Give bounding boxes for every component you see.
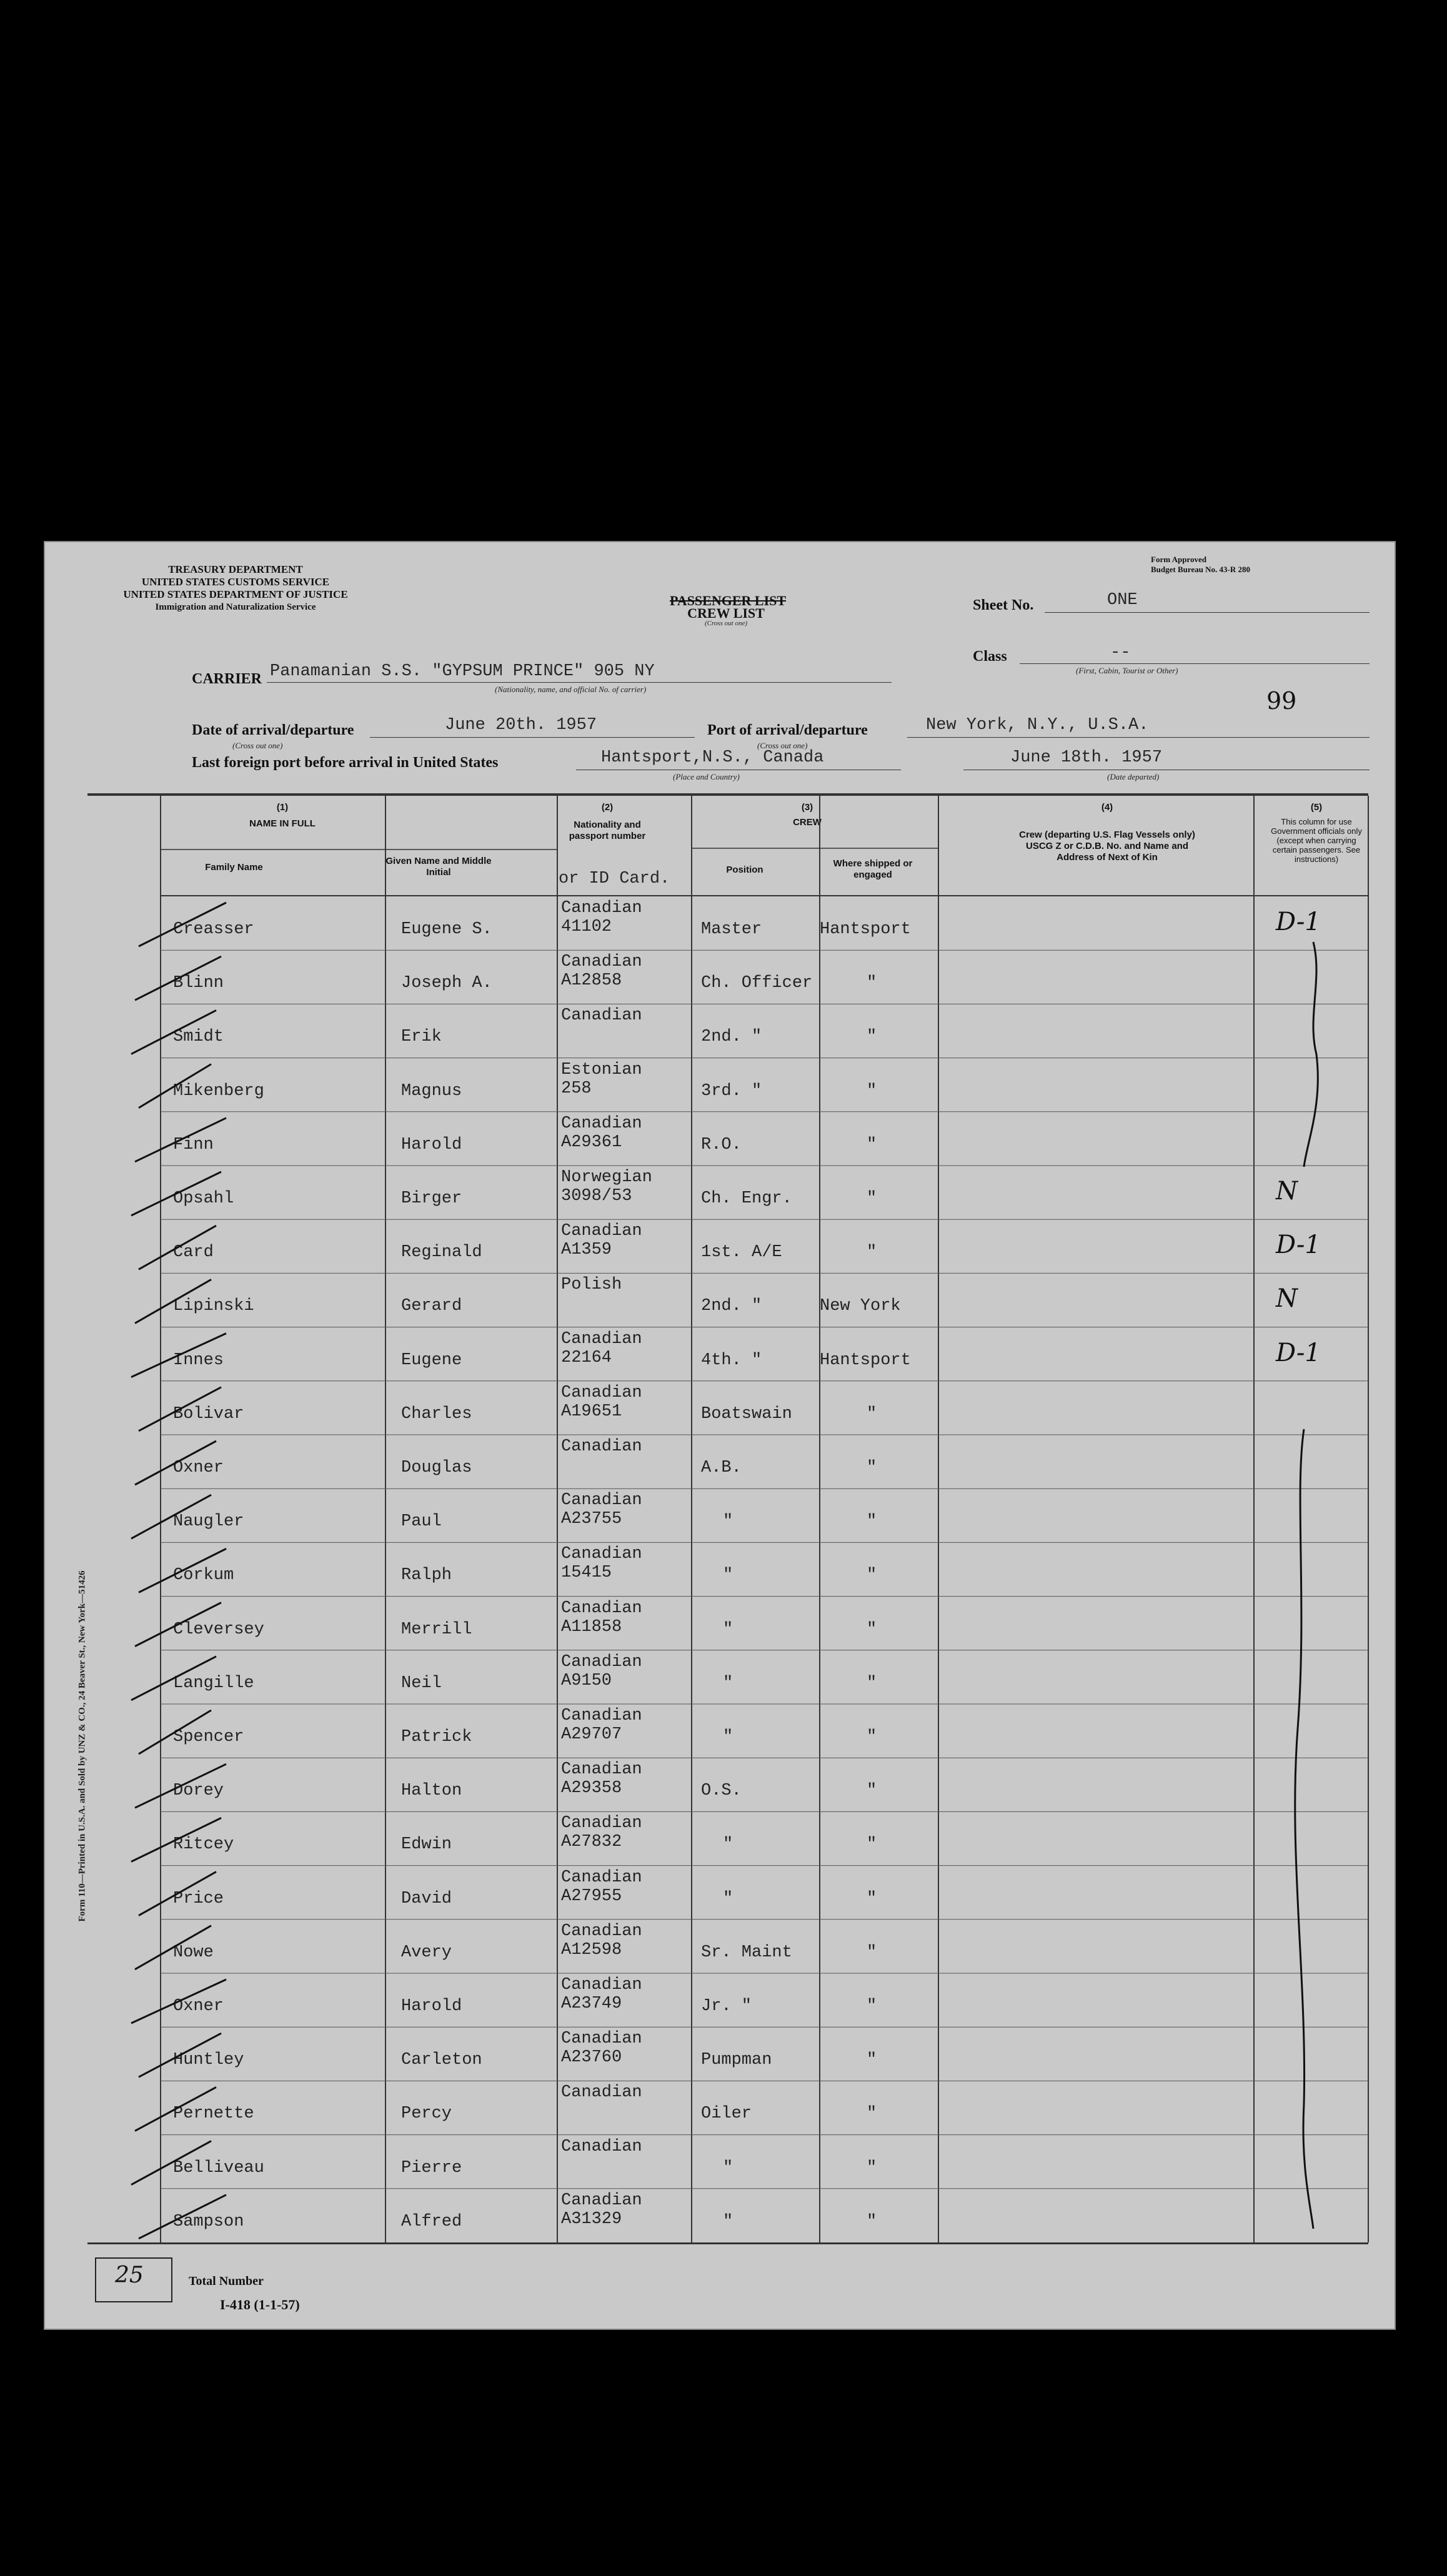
- cell-given: David: [401, 1889, 452, 1908]
- check-mark: [135, 1279, 211, 1323]
- port-note: (Cross out one): [757, 741, 808, 750]
- last-port-note: (Place and Country): [673, 772, 740, 781]
- cell-nationality: Canadian: [561, 1114, 642, 1133]
- annotation-overlay: [45, 542, 1395, 2329]
- port-label: Port of arrival/departure: [707, 722, 868, 738]
- form-approved: Form Approved: [1151, 555, 1206, 564]
- col2-num: (2): [601, 802, 614, 813]
- check-mark: [139, 1872, 216, 1916]
- cell-nationality: Canadian: [561, 1707, 642, 1725]
- check-mark: [135, 1764, 226, 1808]
- col2-title: Nationality and passport number: [569, 820, 646, 841]
- cell-family: Opsahl: [173, 1189, 234, 1208]
- cell-position: Jr. ": [701, 1997, 752, 2016]
- last-port-label: Last foreign port before arrival in United States: [192, 755, 499, 771]
- col1-title: NAME IN FULL: [249, 818, 316, 829]
- cell-nationality: Polish: [561, 1276, 622, 1295]
- cell-nationality: Canadian: [561, 2083, 642, 2103]
- date-arrival-note: (Cross out one): [232, 741, 283, 750]
- carrier-value: Panamanian S.S. "GYPSUM PRINCE" 905 NY: [270, 662, 655, 681]
- cell-where: ": [867, 1404, 877, 1424]
- cell-nationality: Canadian: [561, 1006, 642, 1026]
- cell-where: Hantsport: [820, 920, 911, 939]
- cell-given: Paul: [401, 1512, 442, 1532]
- check-mark: [131, 2141, 211, 2185]
- agency-line: UNITED STATES DEPARTMENT OF JUSTICE: [123, 588, 348, 600]
- cell-passport: A31329: [561, 2209, 622, 2229]
- col5-title: This column for use Government officials only (except when carrying certain passengers. See instructions): [1271, 817, 1362, 864]
- check-mark: [139, 2033, 221, 2077]
- col3a-header: Position: [726, 864, 763, 875]
- cell-family: Finn: [173, 1135, 214, 1154]
- cell-position: Pumpman: [701, 2051, 772, 2070]
- cell-given: Erik: [401, 1028, 442, 1047]
- cell-position: ": [723, 1889, 733, 1908]
- cell-given: Alfred: [401, 2212, 462, 2231]
- budget-bureau: Budget Bureau No. 43-R 280: [1151, 565, 1251, 574]
- last-port-value: Hantsport,N.S., Canada: [601, 748, 824, 767]
- cell-position: ": [723, 1728, 733, 1746]
- cross-out-note: (Cross out one): [704, 620, 748, 627]
- check-mark: [131, 1334, 226, 1377]
- cell-family: Bolivar: [173, 1404, 244, 1424]
- cell-given: Edwin: [401, 1835, 452, 1855]
- page-number: 99: [1266, 687, 1297, 715]
- cell-where: ": [867, 1835, 877, 1855]
- cell-position: ": [723, 1566, 733, 1585]
- cell-passport: A9150: [561, 1671, 612, 1690]
- cell-where: ": [867, 1135, 877, 1154]
- cell-given: Carleton: [401, 2051, 482, 2070]
- cell-where: ": [867, 1943, 877, 1962]
- check-mark: [135, 1441, 216, 1485]
- cell-where: Hantsport: [820, 1350, 911, 1370]
- check-mark: [135, 1603, 221, 1647]
- cell-nationality: Canadian: [561, 1383, 642, 1402]
- cell-nationality: Canadian: [561, 953, 642, 972]
- cell-where: ": [867, 1028, 877, 1047]
- cell-family: Sampson: [173, 2212, 244, 2231]
- cell-passport: A29707: [561, 1725, 622, 1744]
- cell-passport: A12598: [561, 1940, 622, 1959]
- col5-num: (5): [1310, 802, 1323, 813]
- cell-nationality: Canadian: [561, 1329, 642, 1349]
- cell-passport: A19651: [561, 1402, 622, 1421]
- cell-family: Dorey: [173, 1781, 224, 1801]
- cell-nationality: Canadian: [561, 2029, 642, 2049]
- cell-nationality: Canadian: [561, 899, 642, 918]
- ditto-bracket: [1304, 942, 1318, 1167]
- check-mark: [139, 903, 226, 946]
- cell-position: R.O.: [701, 1135, 742, 1154]
- cell-position: Sr. Maint: [701, 1943, 792, 1962]
- class-value: --: [1110, 643, 1131, 662]
- check-mark: [135, 1118, 226, 1162]
- cell-where: ": [867, 1243, 877, 1262]
- cell-nationality: Canadian: [561, 2191, 642, 2210]
- check-mark: [135, 2087, 216, 2131]
- total-label: Total Number: [189, 2274, 264, 2288]
- agency-line: TREASURY DEPARTMENT: [168, 563, 303, 575]
- cell-given: Patrick: [401, 1728, 472, 1746]
- class-note: (First, Cabin, Tourist or Other): [1076, 666, 1178, 675]
- cell-where: ": [867, 2212, 877, 2231]
- check-mark: [139, 1064, 211, 1108]
- cell-where: ": [867, 1673, 877, 1693]
- date-departed-note: (Date departed): [1107, 772, 1160, 781]
- cell-family: Huntley: [173, 2051, 244, 2070]
- cell-family: Smidt: [173, 1028, 224, 1047]
- cell-given: Gerard: [401, 1297, 462, 1316]
- cell-position: ": [723, 2158, 733, 2177]
- cell-where: New York: [820, 1297, 901, 1316]
- cell-nationality: Canadian: [561, 1652, 642, 1672]
- cell-passport: 15415: [561, 1563, 612, 1583]
- check-mark: [131, 1495, 211, 1538]
- col4-title: Crew (departing U.S. Flag Vessels only) USCG Z or C.D.B. No. and Name and Address of Next of Kin: [1019, 830, 1195, 863]
- check-mark: [135, 1926, 211, 1969]
- col1b-header: Given Name and Middle Initial: [385, 856, 492, 878]
- cell-passport: 258: [561, 1079, 592, 1098]
- cell-where: ": [867, 2104, 877, 2124]
- cell-passport: A11858: [561, 1617, 622, 1637]
- check-mark: [139, 1387, 221, 1431]
- cell-position: ": [723, 1620, 733, 1639]
- cell-where: ": [867, 1189, 877, 1208]
- col4-num: (4): [1101, 802, 1113, 813]
- cell-family: Cleversey: [173, 1620, 264, 1639]
- cell-where: ": [867, 1459, 877, 1477]
- cell-passport: A27955: [561, 1886, 622, 1906]
- cell-passport: A1359: [561, 1241, 612, 1260]
- cell-given: Birger: [401, 1189, 462, 1208]
- cell-position: Oiler: [701, 2104, 752, 2124]
- cell-family: Belliveau: [173, 2158, 264, 2177]
- carrier-note: (Nationality, name, and official No. of carrier): [495, 685, 647, 694]
- date-departed-value: June 18th. 1957: [1010, 748, 1163, 767]
- cell-nationality: Norwegian: [561, 1168, 652, 1187]
- cell-nationality: Canadian: [561, 1491, 642, 1510]
- total-count: 25: [115, 2262, 144, 2288]
- col2-typed: or ID Card.: [559, 869, 670, 888]
- cell-family: Oxner: [173, 1997, 224, 2016]
- check-mark: [139, 1548, 226, 1592]
- cell-given: Ralph: [401, 1566, 452, 1585]
- title-struck: PASSENGER LIST: [670, 593, 787, 608]
- official-mark: N: [1276, 1177, 1298, 1206]
- cell-where: ": [867, 1512, 877, 1532]
- cell-position: ": [723, 2212, 733, 2231]
- cell-passport: A23755: [561, 1510, 622, 1529]
- check-mark: [139, 1710, 211, 1754]
- cell-passport: A12858: [561, 971, 622, 991]
- cell-given: Avery: [401, 1943, 452, 1962]
- cell-given: Douglas: [401, 1459, 472, 1477]
- cell-position: 2nd. ": [701, 1297, 762, 1316]
- check-mark: [131, 1010, 216, 1054]
- cell-where: ": [867, 1566, 877, 1585]
- port-value: New York, N.Y., U.S.A.: [926, 716, 1149, 735]
- cell-given: Harold: [401, 1135, 462, 1154]
- cell-given: Halton: [401, 1781, 462, 1801]
- cell-family: Mikenberg: [173, 1081, 264, 1101]
- cell-given: Charles: [401, 1404, 472, 1424]
- cell-position: Ch. Engr.: [701, 1189, 792, 1208]
- cell-family: Corkum: [173, 1566, 234, 1585]
- check-mark: [131, 1818, 221, 1861]
- date-arrival-value: June 20th. 1957: [445, 716, 597, 735]
- check-mark: [139, 1226, 216, 1269]
- cell-where: ": [867, 1620, 877, 1639]
- cell-family: Oxner: [173, 1459, 224, 1477]
- check-mark: [131, 1979, 226, 2023]
- cell-family: Blinn: [173, 974, 224, 993]
- agency-line: UNITED STATES CUSTOMS SERVICE: [141, 576, 330, 588]
- cell-family: Ritcey: [173, 1835, 234, 1855]
- check-mark: [139, 2195, 226, 2239]
- cell-position: 2nd. ": [701, 1028, 762, 1047]
- cell-position: ": [723, 1512, 733, 1532]
- cell-family: Creasser: [173, 920, 254, 939]
- cell-nationality: Canadian: [561, 1545, 642, 1564]
- cell-family: Lipinski: [173, 1297, 254, 1316]
- col3b-header: Where shipped or engaged: [833, 858, 913, 880]
- cell-nationality: Canadian: [561, 2137, 642, 2156]
- class-label: Class: [973, 648, 1007, 665]
- official-mark: D-1: [1276, 1338, 1321, 1367]
- cell-where: ": [867, 974, 877, 993]
- cell-family: Price: [173, 1889, 224, 1908]
- cell-given: Merrill: [401, 1620, 472, 1639]
- cell-nationality: Canadian: [561, 1814, 642, 1833]
- ditto-bracket: [1295, 1429, 1313, 2229]
- cell-nationality: Canadian: [561, 1437, 642, 1456]
- cell-given: Pierre: [401, 2158, 462, 2177]
- cell-family: Card: [173, 1243, 214, 1262]
- cell-given: Eugene S.: [401, 920, 492, 939]
- cell-family: Innes: [173, 1350, 224, 1370]
- page-title: CREW LIST: [687, 605, 765, 621]
- cell-nationality: Estonian: [561, 1060, 642, 1079]
- cell-position: O.S.: [701, 1781, 742, 1801]
- cell-where: ": [867, 1081, 877, 1101]
- agency-line: Immigration and Naturalization Service: [155, 602, 316, 612]
- cell-where: ": [867, 2051, 877, 2070]
- cell-given: Magnus: [401, 1081, 462, 1101]
- cell-passport: 41102: [561, 918, 612, 936]
- cell-given: Joseph A.: [401, 974, 492, 993]
- cell-passport: A29358: [561, 1779, 622, 1798]
- cell-position: A.B.: [701, 1459, 742, 1477]
- cell-passport: A23760: [561, 2048, 622, 2068]
- cell-given: Neil: [401, 1673, 442, 1693]
- cell-where: ": [867, 2158, 877, 2177]
- check-mark: [135, 956, 221, 1000]
- col3-num: (3): [801, 802, 813, 813]
- cell-position: ": [723, 1673, 733, 1693]
- cell-nationality: Canadian: [561, 1598, 642, 1618]
- check-mark: [131, 1657, 216, 1700]
- cell-passport: A23749: [561, 1994, 622, 2013]
- date-arrival-label: Date of arrival/departure: [192, 722, 354, 738]
- cell-where: ": [867, 1728, 877, 1746]
- carrier-label: CARRIER: [192, 671, 262, 687]
- official-mark: D-1: [1276, 1231, 1321, 1260]
- cell-position: Boatswain: [701, 1404, 792, 1424]
- cell-family: Naugler: [173, 1512, 244, 1532]
- cell-nationality: Canadian: [561, 1760, 642, 1780]
- official-mark: N: [1276, 1284, 1298, 1314]
- cell-position: Ch. Officer: [701, 974, 813, 993]
- cell-where: ": [867, 1781, 877, 1801]
- cell-position: 3rd. ": [701, 1081, 762, 1101]
- form-id: I-418 (1-1-57): [220, 2297, 300, 2312]
- cell-passport: A29361: [561, 1132, 622, 1152]
- cell-given: Percy: [401, 2104, 452, 2124]
- cell-passport: 3098/53: [561, 1187, 632, 1206]
- col1-num: (1): [276, 802, 289, 813]
- cell-nationality: Canadian: [561, 1976, 642, 1994]
- cell-position: ": [723, 1835, 733, 1855]
- cell-nationality: Canadian: [561, 1868, 642, 1887]
- cell-family: Langille: [173, 1673, 254, 1693]
- cell-given: Harold: [401, 1997, 462, 2016]
- cell-given: Eugene: [401, 1350, 462, 1370]
- crew-list-form: [44, 541, 1396, 2330]
- cell-family: Nowe: [173, 1943, 214, 1962]
- official-mark: D-1: [1276, 908, 1321, 936]
- cell-passport: 22164: [561, 1348, 612, 1367]
- sheet-value: ONE: [1107, 591, 1138, 610]
- col1a-header: Family Name: [205, 862, 263, 873]
- cell-where: ": [867, 1889, 877, 1908]
- cell-family: Pernette: [173, 2104, 254, 2124]
- sheet-label: Sheet No.: [973, 597, 1034, 613]
- check-mark: [131, 1172, 221, 1216]
- cell-given: Reginald: [401, 1243, 482, 1262]
- col3-title: CREW: [793, 817, 822, 828]
- cell-passport: A27832: [561, 1833, 622, 1852]
- cell-where: ": [867, 1997, 877, 2016]
- cell-position: 4th. ": [701, 1350, 762, 1370]
- cell-nationality: Canadian: [561, 1921, 642, 1941]
- cell-family: Spencer: [173, 1728, 244, 1746]
- cell-position: 1st. A/E: [701, 1243, 782, 1262]
- side-print: Form 110—Printed in U.S.A. and Sold by UNZ & CO., 24 Beaver St., New York—51426: [77, 1570, 87, 1922]
- cell-position: Master: [701, 920, 762, 939]
- cell-nationality: Canadian: [561, 1222, 642, 1241]
